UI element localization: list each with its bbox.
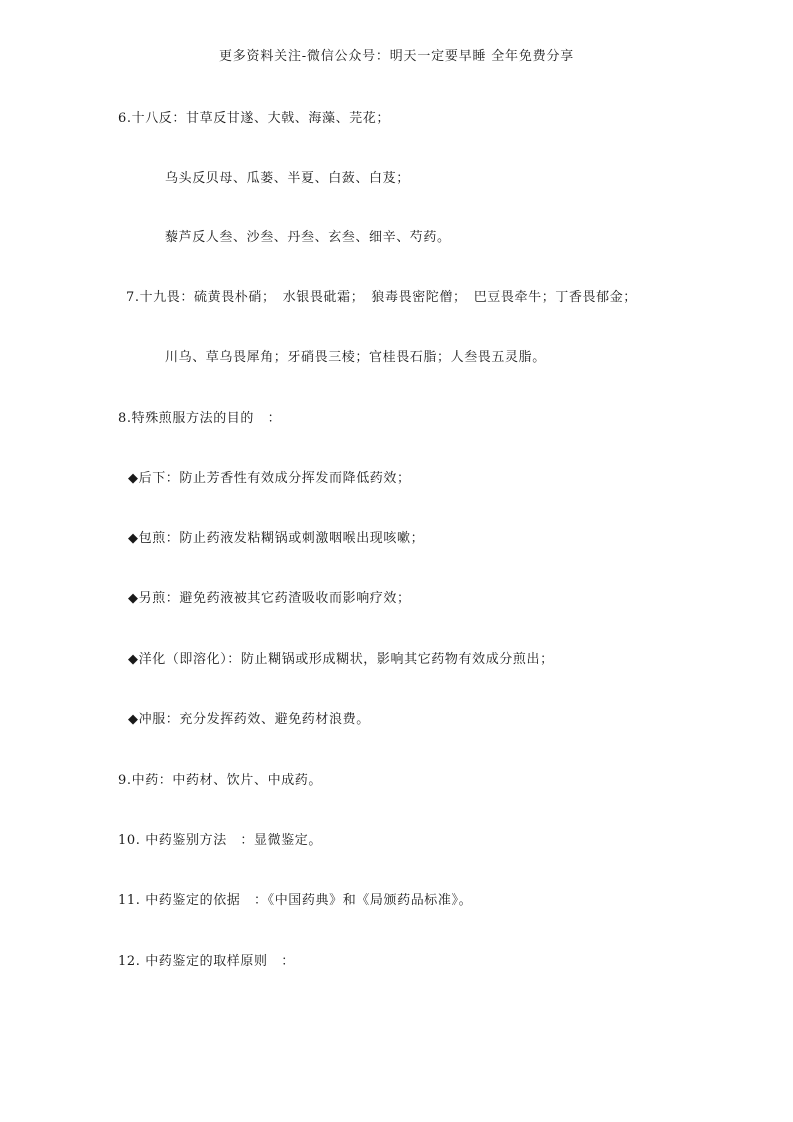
- paragraph-identification-basis: 11. 中药鉴定的依据 ：《中国药典》和《局颁药品标准》。: [118, 893, 473, 908]
- bullet-item-melting: ◆洋化（即溶化）：防止糊锅或形成糊状，影响其它药物有效成分煎出；: [128, 652, 554, 667]
- section-special-decoction-purpose: 8.特殊煎服方法的目的 ：: [118, 411, 282, 426]
- bullet-item-add-later: ◆后下：防止芳香性有效成分挥发而降低药效；: [128, 471, 411, 486]
- paragraph-aconite-incompatibilities: 乌头反贝母、瓜蒌、半夏、白蔹、白芨；: [165, 171, 410, 186]
- paragraph-18-incompatibilities: 6.十八反：甘草反甘遂、大戟、海藻、芫花；: [118, 111, 391, 126]
- bullet-item-separate-decoction: ◆另煎：避免药液被其它药渣吸收而影响疗效；: [128, 591, 411, 606]
- paragraph-chinese-medicine: 9.中药：中药材、饮片、中成药。: [118, 773, 323, 788]
- paragraph-veratrum-incompatibilities: 藜芦反人叁、沙叁、丹叁、玄叁、细辛、芍药。: [165, 230, 451, 245]
- paragraph-19-antagonisms: 7.十九畏：硫黄畏朴硝； 水银畏砒霜； 狼毒畏密陀僧； 巴豆畏牵牛；丁香畏郁金；: [126, 290, 637, 305]
- paragraph-sampling-principle: 12. 中药鉴定的取样原则 ：: [118, 954, 295, 969]
- bullet-item-wrapped-decoction: ◆包煎：防止药液发粘糊锅或刺激咽喉出现咳嗽；: [128, 531, 425, 546]
- page-header: 更多资料关注-微信公众号：明天一定要早睡 全年免费分享: [218, 49, 575, 64]
- paragraph-antagonisms-continued: 川乌、草乌畏犀角；牙硝畏三棱；官桂畏石脂；人叁畏五灵脂。: [165, 350, 546, 365]
- bullet-item-infusion: ◆冲服：充分发挥药效、避免药材浪费。: [128, 712, 370, 727]
- paragraph-identification-method: 10. 中药鉴别方法 ：显微鉴定。: [118, 833, 323, 848]
